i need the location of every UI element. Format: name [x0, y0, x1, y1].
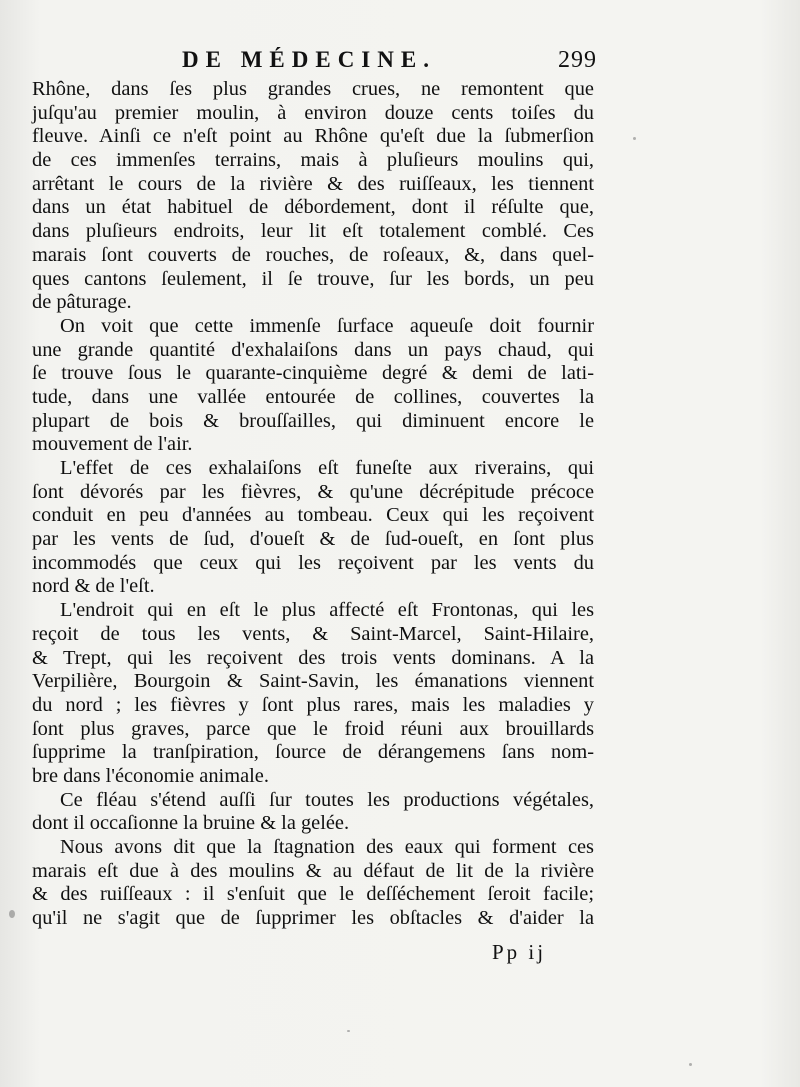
text-line: dont il occaſionne la bruine & la gelée.	[32, 812, 350, 835]
text-line: arrêtant le cours de la rivière & des ruiſſeaux, les tiennent	[32, 172, 594, 195]
signature-mark: Pp ij	[492, 940, 547, 964]
paper-speck	[689, 1063, 692, 1066]
running-head: DE MÉDECINE.	[182, 47, 436, 72]
paragraph-start: Ce fléau s'étend auſſi ſur toutes les productions végétales,	[60, 788, 594, 811]
text-line: & Trept, qui les reçoivent des trois vents dominans. A la	[32, 646, 594, 669]
text-line: dans un état habituel de débordement, dont il réſulte que,	[32, 196, 594, 219]
text-line: marais ſont couverts de rouches, de roſeaux, &, dans quel-	[32, 243, 594, 266]
text-line: fleuve. Ainſi ce n'eſt point au Rhône qu'eſt due la ſubmerſion	[32, 125, 594, 148]
text-line: de pâturage.	[32, 291, 132, 314]
text-line: reçoit de tous les vents, & Saint-Marcel, Saint-Hilaire,	[32, 622, 594, 645]
text-line: bre dans l'économie animale.	[32, 764, 269, 787]
text-line: & des ruiſſeaux : il s'enſuit que le deſſéchement ſeroit facile;	[32, 883, 594, 906]
paragraph-start: L'endroit qui en eſt le plus affecté eſt Frontonas, qui les	[60, 599, 594, 622]
text-line: une grande quantité d'exhalaiſons dans un pays chaud, qui	[32, 338, 594, 361]
text-line: ques cantons ſeulement, il ſe trouve, ſur les bords, un peu	[32, 267, 594, 290]
paragraph-start: On voit que cette immenſe ſurface aqueuſe doit fournir	[60, 314, 594, 337]
text-line: ſe trouve ſous le quarante-cinquième degré & demi de lati-	[32, 362, 594, 385]
text-line: Rhône, dans ſes plus grandes crues, ne remontent que	[32, 78, 594, 100]
text-line: mouvement de l'air.	[32, 433, 193, 456]
text-line: incommodés que ceux qui les reçoivent par les vents du	[32, 551, 594, 574]
body-text	[32, 78, 594, 931]
text-line: du nord ; les fièvres y ſont plus rares, mais les maladies y	[32, 693, 594, 716]
text-line: plupart de bois & brouſſailles, qui diminuent encore le	[32, 409, 594, 432]
text-line: conduit en peu d'années au tombeau. Ceux qui les reçoivent	[32, 504, 594, 527]
text-line: par les vents de ſud, d'oueſt & de ſud-oueſt, en ſont plus	[32, 528, 594, 551]
page-number: 299	[558, 47, 597, 73]
text-line: de ces immenſes terrains, mais à pluſieurs moulins qui,	[32, 149, 594, 172]
paper-speck	[9, 910, 15, 918]
text-line: tude, dans une vallée entourée de collines, couvertes la	[32, 385, 594, 408]
text-line: ſont plus graves, parce que le froid réuni aux brouillards	[32, 717, 594, 740]
page-header	[32, 47, 597, 77]
text-line: qu'il ne s'agit que de ſupprimer les obſtacles & d'aider la	[32, 907, 594, 930]
text-line: Verpilière, Bourgoin & Saint-Savin, les émanations viennent	[32, 670, 594, 693]
paper-speck	[347, 1030, 350, 1032]
paper-speck	[633, 137, 636, 140]
text-line: juſqu'au premier moulin, à environ douze cents toiſes du	[32, 101, 594, 124]
text-line: dans pluſieurs endroits, leur lit eſt totalement comblé. Ces	[32, 220, 594, 243]
paragraph-start: L'effet de ces exhalaiſons eſt funeſte aux riverains, qui	[60, 457, 594, 479]
paragraph-start: Nous avons dit que la ſtagnation des eaux qui forment ces	[60, 836, 594, 858]
text-line: ſupprime la tranſpiration, ſource de dérangemens ſans nom-	[32, 741, 594, 764]
text-line: marais eſt due à des moulins & au défaut de lit de la rivière	[32, 859, 594, 882]
text-line: ſont dévorés par les fièvres, & qu'une décrépitude précoce	[32, 480, 594, 503]
text-line: nord & de l'eſt.	[32, 575, 155, 598]
